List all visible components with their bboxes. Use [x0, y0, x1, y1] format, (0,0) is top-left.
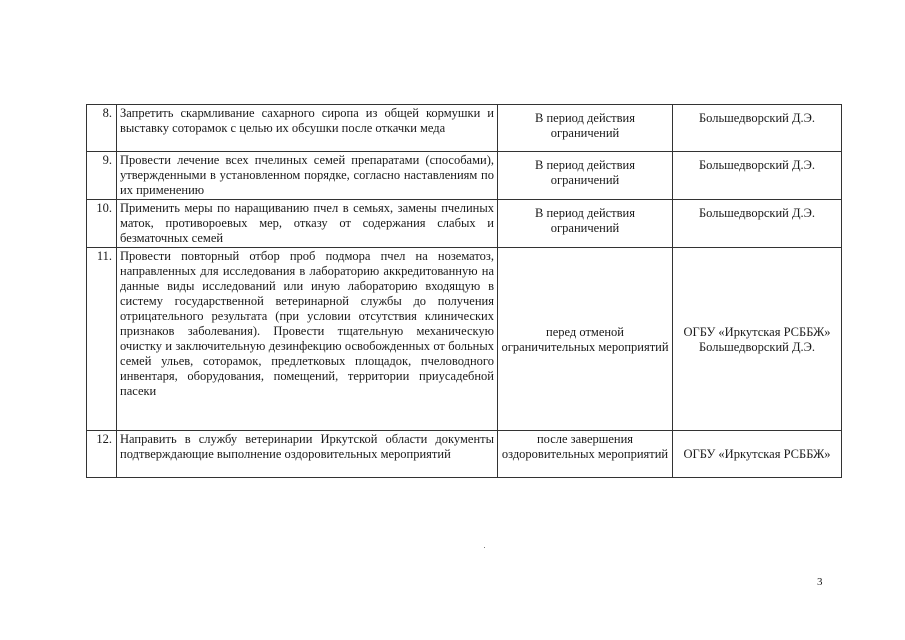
measure-timing: В период действия ограничений: [498, 200, 673, 248]
table-row: [87, 248, 842, 431]
measure-timing: В период действия ограничений: [498, 105, 673, 152]
measure-responsible: Большедворский Д.Э.: [673, 105, 842, 152]
page-number: 3: [817, 576, 823, 588]
measure-description: Провести лечение всех пчелиных семей препаратами (способами), утвержденными в установленном порядке, согласно наставлениям по их применению: [117, 152, 498, 200]
scan-speck: [484, 547, 485, 548]
measure-responsible: Большедворский Д.Э.: [673, 200, 842, 248]
row-number: 9.: [87, 152, 117, 200]
row-number: 12.: [87, 431, 117, 478]
measure-timing: после завершения оздоровительных мероприятий: [498, 431, 673, 478]
row-number: 11.: [87, 248, 117, 431]
table-row: [87, 431, 842, 478]
table-row: [87, 105, 842, 152]
measure-responsible: ОГБУ «Иркутская РСББЖ»: [673, 431, 842, 478]
measure-description: Применить меры по наращиванию пчел в семьях, замены пчелиных маток, противороевых мер, отказу от содержания слабых и безматочных семей: [117, 200, 498, 248]
table-row: [87, 152, 842, 200]
measure-responsible: Большедворский Д.Э.: [673, 152, 842, 200]
measure-description: Направить в службу ветеринарии Иркутской области документы подтверждающие выполнение оздоровительных мероприятий: [117, 431, 498, 478]
row-number: 10.: [87, 200, 117, 248]
measure-timing: В период действия ограничений: [498, 152, 673, 200]
measure-timing: перед отменой ограничительных мероприятий: [498, 248, 673, 431]
measure-responsible: ОГБУ «Иркутская РСББЖ» Большедворский Д.Э.: [673, 248, 842, 431]
table-row: [87, 200, 842, 248]
measure-description: Провести повторный отбор проб подмора пчел на нозематоз, направленных для исследования в лабораторию аккредитованную на данные виды исследований или иную лабораторию входящую в систему государственной ветеринарной службы до получения отрицательного результата (при условии отсутствия клинических признаков заболевания). Провести тщательную механическую очистку и заключительную дезинфекцию освобожденных от больных семей ульев, сотoрамок, предлетковых площадок, пчеловодного инвентаря, оборудования, помещений, территории приусадебной пасеки: [117, 248, 498, 431]
measure-description: Запретить скармливание сахарного сиропа из общей кормушки и выставку соторамок с целью их обсушки после откачки меда: [117, 105, 498, 152]
measures-table: [86, 104, 842, 478]
row-number: 8.: [87, 105, 117, 152]
